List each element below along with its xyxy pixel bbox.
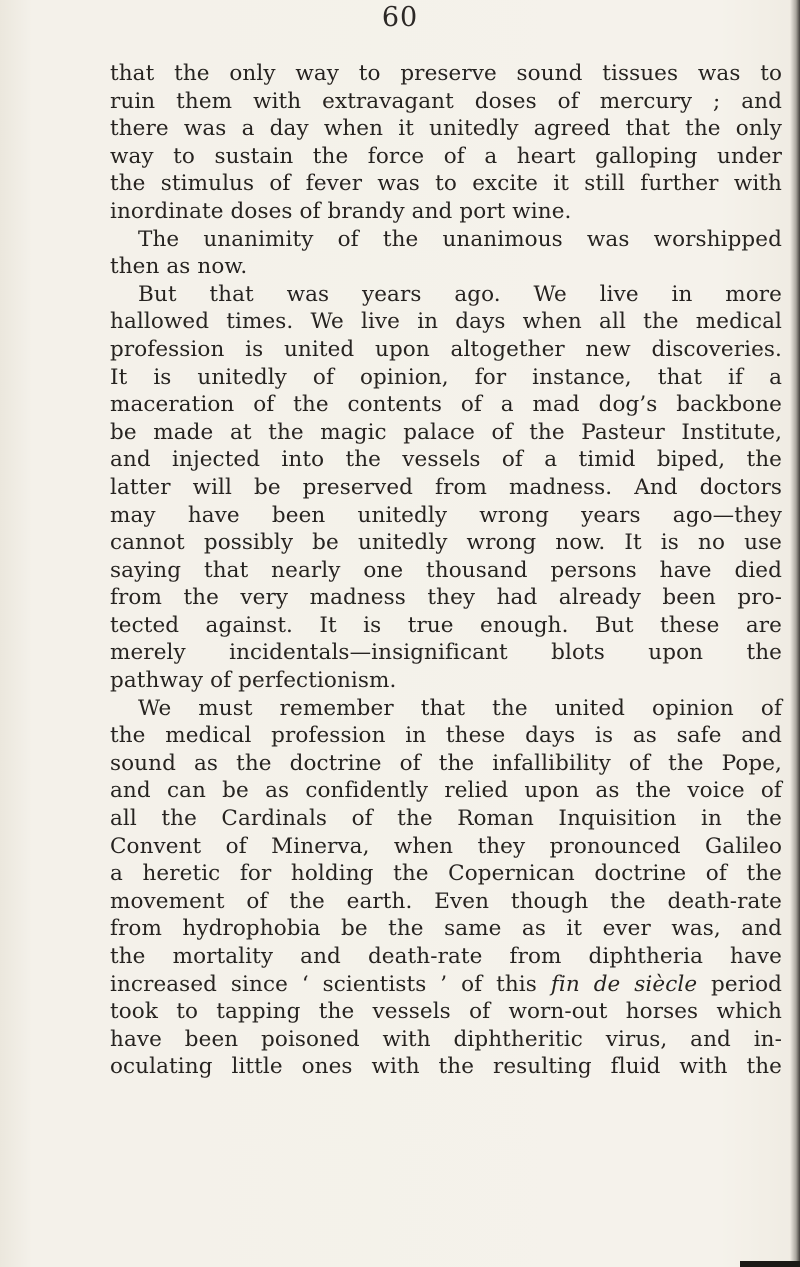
text-line-with-italic xyxy=(110,971,782,999)
text-line: merely incidentals—insignificant blots upon the xyxy=(110,640,782,666)
text-segment: increased since ‘ scientists ’ of this xyxy=(110,971,551,997)
page-edge-shadow xyxy=(790,0,800,1267)
body-text xyxy=(110,60,782,1081)
text-line: We must remember that the united opinion of xyxy=(138,695,782,721)
text-line: the mortality and death-rate from diphtheria have xyxy=(110,944,782,969)
text-line: hallowed times. We live in days when all the medical xyxy=(110,309,782,335)
text-line: have been poisoned with diphtheritic virus, and in- xyxy=(110,1026,782,1052)
text-line: all the Cardinals of the Roman Inquisition in the xyxy=(110,806,782,832)
text-line: But that was years ago. We live in more xyxy=(138,281,782,307)
text-line: It is unitedly of opinion, for instance, that if a xyxy=(110,364,782,390)
text-line: and injected into the vessels of a timid biped, the xyxy=(110,447,782,473)
text-line: the medical profession in these days is as safe and xyxy=(110,723,782,749)
italic-phrase: fin de siècle xyxy=(550,971,698,997)
text-line: cannot possibly be unitedly wrong now. It is no use xyxy=(110,530,782,556)
text-line: sound as the doctrine of the infallibility of the Pope, xyxy=(110,750,782,776)
text-line: took to tapping the vessels of worn-out horses which xyxy=(110,999,782,1025)
text-line: that the only way to preserve sound tissues was to xyxy=(110,61,782,86)
text-line: from the very madness they had already been pro- xyxy=(110,585,782,611)
text-line: maceration of the contents of a mad dog’s backbone xyxy=(110,392,782,418)
text-line: there was a day when it unitedly agreed that the only xyxy=(110,116,782,142)
text-line: a heretic for holding the Copernican doctrine of the xyxy=(110,861,782,887)
text-line: may have been unitedly wrong years ago—they xyxy=(110,502,782,528)
text-line: oculating little ones with the resulting fluid with the xyxy=(110,1054,782,1080)
text-line: latter will be preserved from madness. And doctors xyxy=(110,474,782,500)
text-line: inordinate doses of brandy and port wine. xyxy=(110,198,572,224)
text-line: pathway of perfectionism. xyxy=(110,668,397,694)
text-line: Convent of Minerva, when they pronounced Galileo xyxy=(110,833,782,859)
text-line: tected against. It is true enough. But these are xyxy=(110,612,782,638)
text-line: then as now. xyxy=(110,254,248,280)
text-line: way to sustain the force of a heart galloping under xyxy=(110,143,782,169)
text-line: ruin them with extravagant doses of mercury ; and xyxy=(110,88,782,114)
page-number: 60 xyxy=(381,2,419,33)
text-line: saying that nearly one thousand persons have died xyxy=(110,557,782,583)
text-line: from hydrophobia be the same as it ever was, and xyxy=(110,916,782,942)
text-line: be made at the magic palace of the Pasteur Institute, xyxy=(110,419,782,445)
text-segment: period xyxy=(697,971,782,997)
text-line: and can be as confidently relied upon as the voice of xyxy=(110,778,782,804)
text-line: The unanimity of the unanimous was worshipped xyxy=(138,226,782,252)
text-line: movement of the earth. Even though the death-rate xyxy=(110,888,782,914)
text-line: the stimulus of fever was to excite it still further with xyxy=(110,171,782,197)
text-line: profession is united upon altogether new discoveries. xyxy=(110,336,782,362)
scan-corner-mark xyxy=(740,1261,800,1267)
